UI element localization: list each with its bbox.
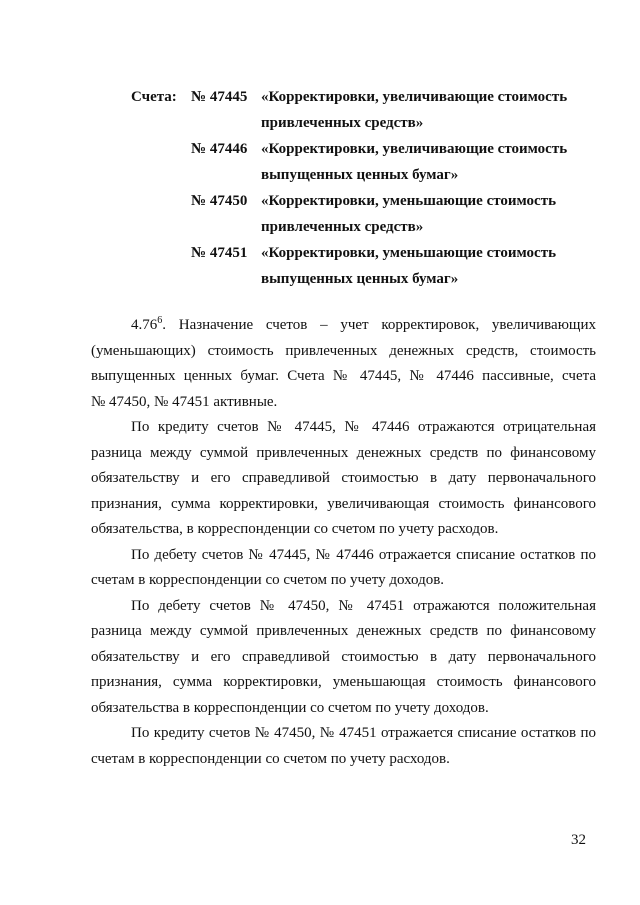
paragraph-line: обязательства, в корреспонденции со счетом по учету расходов. bbox=[91, 521, 499, 537]
account-row-47445 bbox=[0, 84, 640, 136]
page-number: 32 bbox=[571, 832, 586, 848]
account-row-47451 bbox=[0, 240, 640, 292]
account-description bbox=[261, 84, 581, 136]
line-text: . Назначение счетов – учет корректировок, увеличивающих bbox=[162, 317, 596, 333]
account-number: № 47445 bbox=[191, 89, 248, 105]
account-description-line: привлеченных средств» bbox=[261, 115, 424, 131]
paragraph-line: разница между суммой привлеченных денежных средств по финансовому bbox=[91, 623, 596, 639]
paragraph-line: счетам в корреспонденции со счетом по учету расходов. bbox=[91, 750, 450, 767]
account-description bbox=[261, 136, 581, 188]
account-description-line: выпущенных ценных бумаг» bbox=[261, 167, 459, 183]
account-description-line: «Корректировки, увеличивающие стоимость bbox=[261, 89, 568, 105]
paragraph-line: признания, сумма корректировки, уменьшающая стоимость финансового bbox=[91, 674, 596, 690]
section-superscript: 6 bbox=[157, 315, 163, 326]
paragraph-line bbox=[91, 313, 596, 339]
account-description bbox=[261, 188, 581, 240]
accounts-list bbox=[0, 84, 640, 292]
paragraph-line: По дебету счетов № 47445, № 47446 отражается списание остатков по bbox=[131, 546, 596, 563]
paragraph-line: По кредиту счетов № 47445, № 47446 отражаются отрицательная bbox=[131, 419, 596, 435]
account-row-47450 bbox=[0, 188, 640, 240]
paragraph-line: По кредиту счетов № 47450, № 47451 отражается списание остатков по bbox=[131, 725, 596, 741]
account-row-47446 bbox=[0, 136, 640, 188]
account-number: № 47450 bbox=[191, 193, 248, 209]
paragraph-line: обязательству и его справедливой стоимостью в дату первоначального bbox=[91, 648, 596, 665]
account-description-line: «Корректировки, уменьшающие стоимость bbox=[261, 193, 557, 209]
paragraph-debit-47445 bbox=[91, 543, 596, 594]
paragraph-purpose bbox=[91, 313, 596, 415]
paragraph-line: обязательства в корреспонденции со счетом по учету доходов. bbox=[91, 699, 489, 716]
paragraph-line: По дебету счетов № 47450, № 47451 отражаются положительная bbox=[131, 597, 596, 614]
account-description-line: привлеченных средств» bbox=[261, 219, 424, 235]
paragraph-line: признания, сумма корректировки, увеличивающая стоимость финансового bbox=[91, 495, 596, 512]
account-number: № 47451 bbox=[191, 245, 248, 261]
paragraph-credit-47445 bbox=[91, 415, 596, 543]
paragraph-credit-47450 bbox=[91, 721, 596, 772]
accounts-label: Счета: bbox=[131, 89, 177, 105]
paragraph-line: счетам в корреспонденции со счетом по учету доходов. bbox=[91, 572, 445, 588]
paragraph-debit-47450 bbox=[91, 594, 596, 722]
paragraph-line: № 47450, № 47451 активные. bbox=[91, 393, 278, 410]
paragraph-line: разница между суммой привлеченных денежных средств по финансовому bbox=[91, 444, 596, 461]
paragraph-line: обязательству и его справедливой стоимостью в дату первоначального bbox=[91, 470, 596, 486]
paragraph-line: выпущенных ценных бумаг. Счета № 47445, № 47446 пассивные, счета bbox=[91, 368, 596, 384]
account-description-line: «Корректировки, увеличивающие стоимость bbox=[261, 141, 568, 157]
account-description-line: «Корректировки, уменьшающие стоимость bbox=[261, 245, 557, 261]
paragraph-line: (уменьшающих) стоимость привлеченных денежных средств, стоимость bbox=[91, 342, 596, 359]
body-text bbox=[91, 313, 596, 772]
account-number: № 47446 bbox=[191, 141, 248, 157]
account-description bbox=[261, 240, 581, 292]
account-description-line: выпущенных ценных бумаг» bbox=[261, 271, 459, 287]
section-number: 4.76 bbox=[131, 317, 158, 333]
